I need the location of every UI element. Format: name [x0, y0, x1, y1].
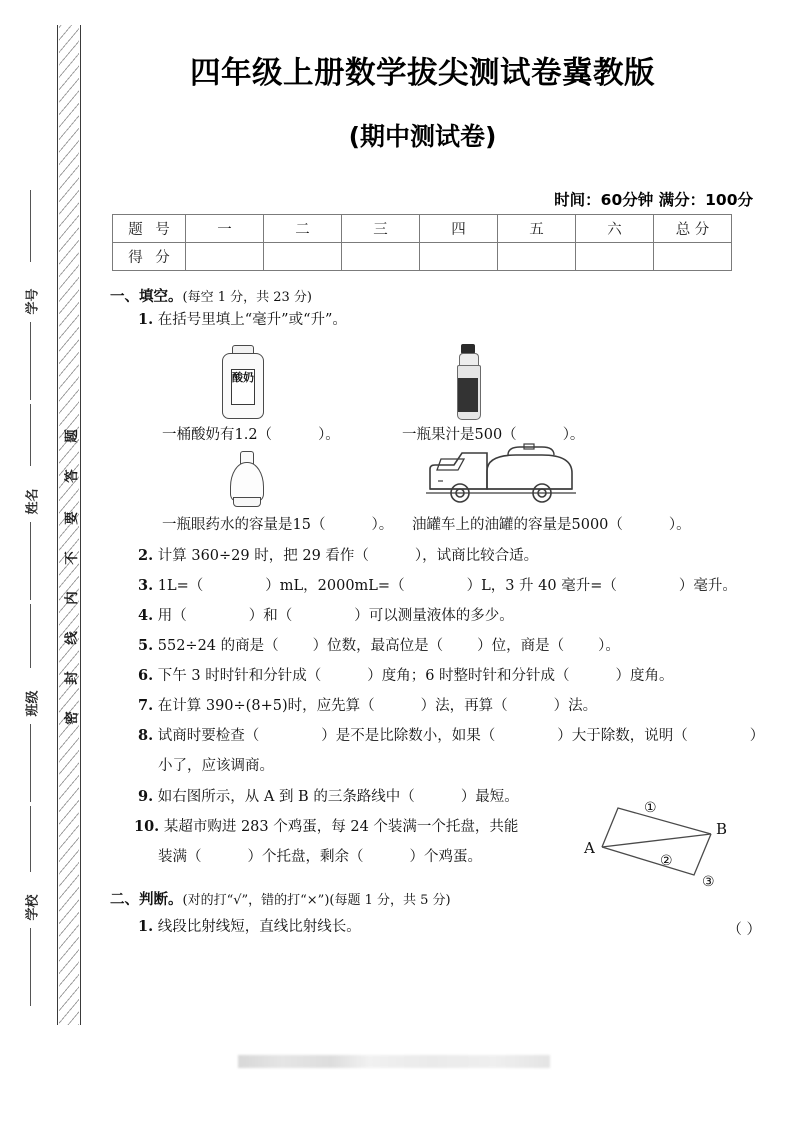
name-rule-top [30, 404, 31, 466]
q4-text-c: ）可以测量液体的多少。 [354, 608, 514, 624]
q5-text-b: ）位数，最高位是（ [312, 638, 444, 654]
seal-char-ti: 题 [64, 429, 80, 443]
q10-text-b: 装满（ [158, 849, 202, 865]
ab-label-path1: ① [644, 800, 657, 816]
question-3 [138, 577, 737, 595]
question-5 [138, 637, 620, 655]
tanker-truck-svg [424, 443, 584, 509]
q3-text-d: ）毫升。 [678, 578, 737, 594]
name-rule-bottom [30, 522, 31, 600]
question-8-line2: 小了，应该调商。 [158, 758, 274, 774]
ab-routes-figure [578, 790, 738, 890]
s2-q1-text: 线段比射线短，直线比射线长。 [157, 919, 361, 935]
col-header-5: 五 [498, 215, 576, 243]
q1-caption-tanker [412, 513, 691, 534]
section-1-title: 一、填空。 [110, 288, 183, 305]
q1-number: 1. [138, 311, 154, 328]
score-cell-3[interactable] [342, 243, 420, 271]
score-cell-5[interactable] [498, 243, 576, 271]
score-cell-2[interactable] [264, 243, 342, 271]
eye-drop-bottle-base [233, 497, 261, 507]
seal-char-feng: 封 [64, 671, 80, 685]
row-label-score: 得 分 [113, 243, 186, 271]
q5-number: 5. [138, 637, 154, 654]
score-cell-total[interactable] [654, 243, 732, 271]
seal-char-bu: 不 [64, 551, 80, 565]
q9-text-b: ）最短。 [460, 789, 519, 805]
class-rule-bottom [30, 724, 31, 802]
eye-drop-bottle-icon [224, 451, 268, 507]
q8-number: 8. [138, 727, 154, 744]
question-7 [138, 697, 597, 715]
q1-caption-juice-b: ）。 [562, 427, 585, 443]
q1-caption-yogurt-b: ）。 [318, 427, 340, 443]
q5-text-c: ）位，商是（ [477, 638, 565, 654]
q4-number: 4. [138, 607, 154, 624]
q7-number: 7. [138, 697, 154, 714]
label-school: 学校 [25, 894, 41, 921]
q4-text-a: 用（ [157, 608, 187, 624]
q10-text-a: 某超市购进 283 个鸡蛋，每 24 个装满一个托盘，共能 [163, 819, 519, 835]
juice-bottle-icon [455, 344, 481, 419]
yogurt-bottle-label: 酸奶 [231, 369, 255, 405]
question-9 [138, 788, 519, 806]
score-cell-4[interactable] [420, 243, 498, 271]
q1-caption-juice [402, 423, 584, 444]
q1-caption-tanker-a: 油罐车上的油罐的容量是5000（ [412, 517, 623, 533]
ab-label-a: A [584, 839, 595, 857]
col-header-1: 一 [186, 215, 264, 243]
score-cell-6[interactable] [576, 243, 654, 271]
q1-figure [162, 343, 762, 533]
question-10 [134, 818, 518, 836]
s2-q1-number: 1. [138, 918, 154, 935]
col-header-3: 三 [342, 215, 420, 243]
seal-band-rule-left [57, 25, 58, 1025]
q1-caption-eyedrop-a: 一瓶眼药水的容量是15（ [162, 517, 326, 533]
footer-watermark [238, 1055, 550, 1068]
q2-text-a: 计算 360÷29 时，把 29 看作（ [157, 548, 369, 564]
label-name: 姓名 [25, 488, 41, 515]
section-2-title: 二、判断。 [110, 891, 183, 908]
yogurt-bottle-icon [220, 345, 264, 417]
question-4 [138, 607, 514, 625]
q7-text-a: 在计算 390÷(8+5)时，应先算（ [157, 698, 375, 714]
s2-q1-answer-blank[interactable]: （ ） [727, 922, 761, 938]
page-subtitle: (期中测试卷) [348, 122, 497, 151]
q1-caption-yogurt-a: 一桶酸奶有1.2（ [162, 427, 273, 443]
q7-text-c: ）法。 [553, 698, 598, 714]
q1-text: 在括号里填上“毫升”或“升”。 [157, 312, 347, 328]
seal-char-xian: 线 [64, 631, 80, 645]
section-1-heading [110, 285, 312, 306]
q10-number: 10. [134, 818, 160, 835]
question-1 [138, 311, 347, 329]
label-student-id: 学号 [25, 288, 41, 315]
q7-text-b: ）法，再算（ [420, 698, 508, 714]
col-header-4: 四 [420, 215, 498, 243]
q6-text-a: 下午 3 时时针和分针成（ [157, 668, 322, 684]
question-2 [138, 547, 538, 565]
col-header-2: 二 [264, 215, 342, 243]
col-header-total: 总 分 [654, 215, 732, 243]
score-table [112, 214, 732, 271]
q2-text-b: ），试商比较合适。 [414, 548, 539, 564]
q6-text-c: ）度角。 [615, 668, 674, 684]
seal-sidebar [0, 0, 100, 1122]
section-1-note: (每空 1 分，共 23 分) [182, 290, 312, 305]
score-cell-1[interactable] [186, 243, 264, 271]
q3-text-a: 1L=（ [157, 578, 204, 594]
page-title: 四年级上册数学拔尖测试卷冀教版 [190, 56, 655, 91]
seal-char-da: 答 [64, 469, 80, 483]
q6-number: 6. [138, 667, 154, 684]
col-header-6: 六 [576, 215, 654, 243]
section-2-heading [110, 888, 451, 909]
class-rule-top [30, 604, 31, 668]
seal-char-yao: 要 [64, 511, 80, 525]
q3-number: 3. [138, 577, 154, 594]
q10-text-c: ）个托盘，剩余（ [247, 849, 364, 865]
exam-sheet [100, 0, 793, 1122]
section-2-note: (对的打“√”，错的打“×”)(每题 1 分，共 5 分) [182, 893, 451, 908]
q1-caption-eyedrop [162, 513, 393, 534]
label-class: 班级 [25, 690, 41, 717]
question-8 [138, 727, 764, 745]
q6-text-b: ）度角；6 时整时针和分针成（ [367, 668, 570, 684]
q8-text-b: ）是不是比除数小，如果（ [321, 728, 496, 744]
ab-label-b: B [716, 820, 728, 838]
ab-label-path2: ② [660, 853, 673, 869]
table-row-question-numbers [113, 215, 732, 243]
juice-bottle-wrapper [458, 378, 478, 412]
q4-text-b: ）和（ [248, 608, 293, 624]
table-row-scores [113, 243, 732, 271]
ab-routes-svg [578, 790, 738, 890]
ab-label-path3: ③ [702, 874, 715, 890]
q5-text-a: 552÷24 的商是（ [157, 638, 279, 654]
seal-band-rule-right [80, 25, 81, 1025]
q8-text-d: ） [749, 728, 765, 744]
row-label-question-no: 题 号 [113, 215, 186, 243]
q3-text-b: ）mL，2000mL=（ [265, 578, 405, 594]
section-2-question-1 [138, 918, 361, 936]
exam-meta: 时间：60分钟 满分：100分 [554, 191, 753, 209]
q1-caption-tanker-b: ）。 [668, 517, 691, 533]
tanker-truck-icon [424, 443, 584, 509]
school-rule-bottom [30, 928, 31, 1006]
student-id-rule-top [30, 190, 31, 262]
q1-caption-juice-a: 一瓶果汁是500（ [402, 427, 517, 443]
q9-number: 9. [138, 788, 154, 805]
q5-text-d: ）。 [598, 638, 620, 654]
q8-text-a: 试商时要检查（ [157, 728, 260, 744]
q10-text-d: ）个鸡蛋。 [409, 849, 482, 865]
q1-caption-eyedrop-b: ）。 [371, 517, 394, 533]
q9-text-a: 如右图所示，从 A 到 B 的三条路线中（ [157, 789, 415, 805]
question-10-line2 [158, 848, 482, 866]
q3-text-c: ）L，3 升 40 毫升=（ [466, 578, 617, 594]
school-rule-top [30, 806, 31, 872]
seal-char-mi: 密 [64, 711, 80, 725]
q1-caption-yogurt [162, 423, 340, 444]
eye-drop-bottle-body [230, 462, 264, 502]
question-6 [138, 667, 674, 685]
student-id-rule-bottom [30, 322, 31, 400]
q8-text-c: ）大于除数，说明（ [557, 728, 688, 744]
seal-char-nei: 内 [64, 591, 80, 605]
q2-number: 2. [138, 547, 154, 564]
